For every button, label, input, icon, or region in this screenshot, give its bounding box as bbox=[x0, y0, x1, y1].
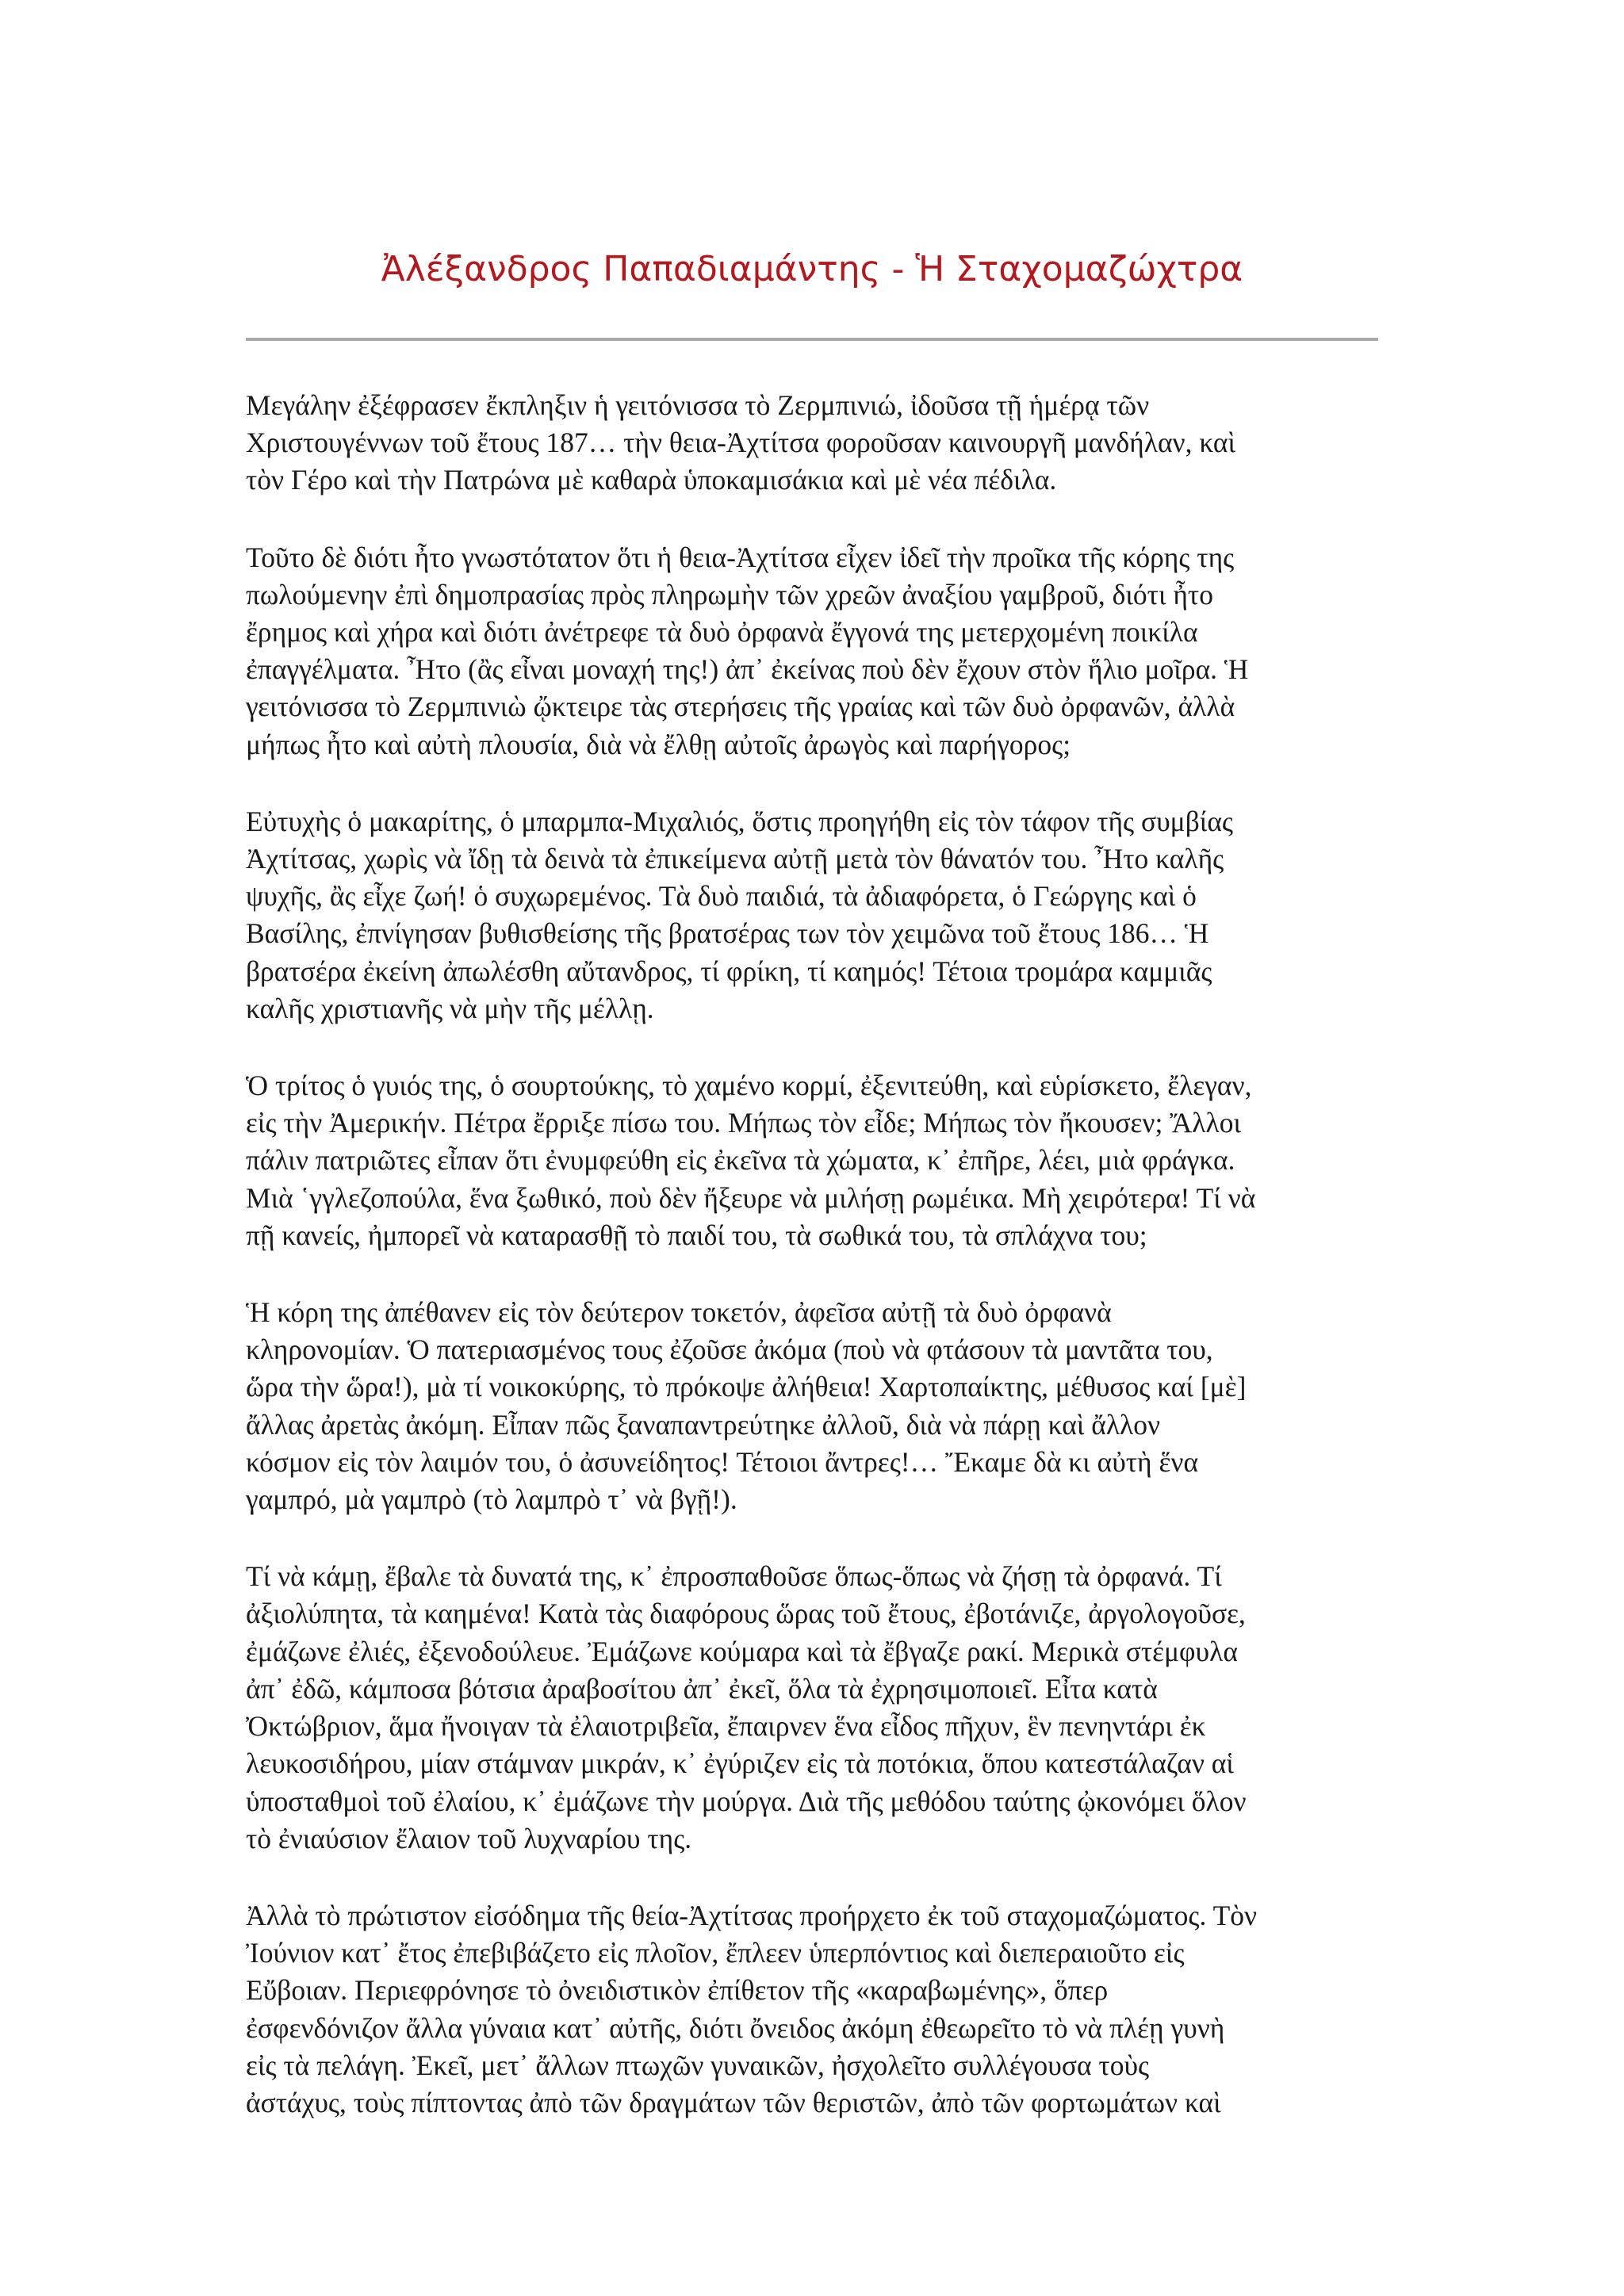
text-line: τὸ ἐνιαύσιον ἔλαιον τοῦ λυχναρίου της. bbox=[246, 1822, 692, 1854]
text-line: Ἀχτίτσας, χωρὶς νὰ ἴδῃ τὰ δεινὰ τὰ ἐπικείμενα αὐτῇ μετὰ τὸν θάνατόν του. Ἦτο καλῆς bbox=[246, 843, 1224, 875]
text-line: μήπως ἦτο καὶ αὐτὴ πλουσία, διὰ νὰ ἔλθῃ αὐτοῖς ἀρωγὸς καὶ παρήγορος; bbox=[246, 728, 1071, 760]
body-paragraph bbox=[246, 539, 1378, 763]
text-line: Τοῦτο δὲ διότι ἦτο γνωστότατον ὅτι ἡ θεια-Ἀχτίτσα εἶχεν ἰδεῖ τὴν προῖκα τῆς κόρης της bbox=[246, 541, 1235, 573]
body-paragraph bbox=[246, 1067, 1378, 1254]
text-line: Χριστουγέννων τοῦ ἔτους 187… τὴν θεια-Ἀχτίτσα φοροῦσαν καινουργῆ μανδήλαν, καὶ bbox=[246, 427, 1236, 459]
text-line: καλῆς χριστιανῆς νὰ μὴν τῆς μέλλῃ. bbox=[246, 992, 654, 1024]
body-paragraph bbox=[246, 1294, 1378, 1518]
body-paragraph bbox=[246, 1558, 1378, 1858]
text-line: πῇ κανείς, ἠμπορεῖ νὰ καταρασθῇ τὸ παιδί του, τὰ σωθικά του, τὰ σπλάχνα του; bbox=[246, 1219, 1147, 1251]
text-line: Βασίλης, ἐπνίγησαν βυθισθείσης τῆς βρατσέρας των τὸν χειμῶνα τοῦ ἔτους 186… Ἡ bbox=[246, 917, 1209, 950]
text-line: ἐπαγγέλματα. Ἦτο (ἂς εἶναι μοναχή της!) ἀπ᾽ ἐκείνας ποὺ δὲν ἔχουν στὸν ἥλιο μοῖρα. Ἡ bbox=[246, 653, 1249, 686]
text-line: ἀξιολύπητα, τὰ καημένα! Κατὰ τὰς διαφόρους ὥρας τοῦ ἔτους, ἐβοτάνιζε, ἀργολογοῦσε, bbox=[246, 1598, 1246, 1630]
text-line: ἄλλας ἀρετὰς ἀκόμη. Εἶπαν πῶς ξαναπαντρεύτηκε ἀλλοῦ, διὰ νὰ πάρῃ καὶ ἄλλον bbox=[246, 1408, 1161, 1441]
text-line: ἀστάχυς, τοὺς πίπτοντας ἀπὸ τῶν δραγμάτων τῶν θεριστῶν, ἀπὸ τῶν φορτωμάτων καὶ bbox=[246, 2086, 1221, 2118]
text-line: Τί νὰ κάμῃ, ἔβαλε τὰ δυνατά της, κ᾽ ἐπροσπαθοῦσε ὅπως-ὅπως νὰ ζήσῃ τὰ ὀρφανά. Τί bbox=[246, 1560, 1222, 1593]
text-line: λευκοσιδήρου, μίαν στάμναν μικράν, κ᾽ ἐγύριζεν εἰς τὰ ποτόκια, ὅπου κατεστάλαζαν αἱ bbox=[246, 1747, 1234, 1780]
text-line: Ὀκτώβριον, ἅμα ἤνοιγαν τὰ ἐλαιοτριβεῖα, ἔπαιρνεν ἕνα εἶδος πῆχυν, ἓν πενηντάρι ἐκ bbox=[246, 1710, 1206, 1743]
text-line: ὑποσταθμοὶ τοῦ ἐλαίου, κ᾽ ἐμάζωνε τὴν μούργα. Διὰ τῆς μεθόδου ταύτης ᾠκονόμει ὅλον bbox=[246, 1785, 1247, 1817]
text-line: ἔρημος καὶ χήρα καὶ διότι ἀνέτρεφε τὰ δυὸ ὀρφανὰ ἔγγονά της μετερχομένη ποικίλα bbox=[246, 616, 1198, 649]
title-divider bbox=[246, 338, 1378, 341]
body-paragraph bbox=[246, 1897, 1378, 2122]
text-line: τὸν Γέρο καὶ τὴν Πατρώνα μὲ καθαρὰ ὑποκαμισάκια καὶ μὲ νέα πέδιλα. bbox=[246, 464, 1057, 496]
text-line: πάλιν πατριῶτες εἶπαν ὅτι ἐνυμφεύθη εἰς ἐκεῖνα τὰ χώματα, κ᾽ ἐπῆρε, λέει, μιὰ φράγκα. bbox=[246, 1144, 1235, 1177]
text-line: Εὔβοιαν. Περιεφρόνησε τὸ ὀνειδιστικὸν ἐπίθετον τῆς «καραβωμένης», ὅπερ bbox=[246, 1974, 1109, 2007]
document-body bbox=[246, 387, 1378, 2161]
document-title: Ἀλέξανδρος Παπαδιαμάντης - Ἡ Σταχομαζώχτρα bbox=[381, 249, 1243, 289]
text-line: ἐσφενδόνιζον ἄλλα γύναια κατ᾽ αὐτῆς, διότι ὄνειδος ἀκόμη ἐθεωρεῖτο τὸ νὰ πλέῃ γυνὴ bbox=[246, 2011, 1225, 2044]
text-line: Εὐτυχὴς ὁ μακαρίτης, ὁ μπαρμπα-Μιχαλιός, ὅστις προηγήθη εἰς τὸν τάφον τῆς συμβίας bbox=[246, 805, 1233, 837]
text-line: γαμπρό, μὰ γαμπρὸ (τὸ λαμπρὸ τ᾽ νὰ βγῇ!). bbox=[246, 1483, 737, 1516]
text-line: Ἡ κόρη της ἀπέθανεν εἰς τὸν δεύτερον τοκετόν, ἀφεῖσα αὐτῇ τὰ δυὸ ὀρφανὰ bbox=[246, 1296, 1112, 1329]
text-line: γειτόνισσα τὸ Ζερμπινιὼ ᾤκτειρε τὰς στερήσεις τῆς γραίας καὶ τῶν δυὸ ὀρφανῶν, ἀλλὰ bbox=[246, 691, 1235, 723]
text-line: κληρονομίαν. Ὁ πατεριασμένος τους ἐζοῦσε ἀκόμα (ποὺ νὰ φτάσουν τὰ μαντᾶτα του, bbox=[246, 1334, 1213, 1366]
text-line: κόσμον εἰς τὸν λαιμόν του, ὁ ἀσυνείδητος! Τέτοιοι ἄντρες!… Ἔκαμε δὰ κι αὐτὴ ἕνα bbox=[246, 1445, 1199, 1478]
text-line: Ἰούνιον κατ᾽ ἔτος ἐπεβιβάζετο εἰς πλοῖον, ἔπλεεν ὑπερπόντιος καὶ διεπεραιοῦτο εἰς bbox=[246, 1937, 1185, 1969]
text-line: ἀπ᾽ ἐδῶ, κάμποσα βότσια ἀραβοσίτου ἀπ᾽ ἐκεῖ, ὅλα τὰ ἐχρησιμοποιεῖ. Εἶτα κατὰ bbox=[246, 1672, 1158, 1705]
text-line: πωλούμενην ἐπὶ δημοπρασίας πρὸς πληρωμὴν τῶν χρεῶν ἀναξίου γαμβροῦ, διότι ἦτο bbox=[246, 578, 1213, 610]
text-line: ψυχῆς, ἂς εἶχε ζωή! ὁ συχωρεμένος. Τὰ δυὸ παιδιά, τὰ ἀδιαφόρετα, ὁ Γεώργης καὶ ὁ bbox=[246, 880, 1197, 913]
body-paragraph bbox=[246, 387, 1378, 499]
text-line: ἐμάζωνε ἐλιές, ἐξενοδούλευε. Ἐμάζωνε κούμαρα καὶ τὰ ἔβγαζε ρακί. Μερικὰ στέμφυλα bbox=[246, 1635, 1238, 1667]
text-line: Ἀλλὰ τὸ πρώτιστον εἰσόδημα τῆς θεία-Ἀχτίτσας προήρχετο ἐκ τοῦ σταχομαζώματος. Τὸν bbox=[246, 1899, 1258, 1931]
text-line: ὥρα τὴν ὥρα!), μὰ τί νοικοκύρης, τὸ πρόκοψε ἀλήθεια! Χαρτοπαίκτης, μέθυσος καί [μὲ] bbox=[246, 1371, 1247, 1403]
text-line: Ὁ τρίτος ὁ γυιός της, ὁ σουρτούκης, τὸ χαμένο κορμί, ἐξενιτεύθη, καὶ εὑρίσκετο, ἔλεγαν, bbox=[246, 1070, 1252, 1102]
body-paragraph bbox=[246, 803, 1378, 1027]
text-line: εἰς τὴν Ἀμερικήν. Πέτρα ἔρριξε πίσω του. Μήπως τὸν εἶδε; Μήπως τὸν ἤκουσεν; Ἄλλοι bbox=[246, 1107, 1241, 1139]
text-line: Μιὰ ῾γγλεζοπούλα, ἕνα ξωθικό, ποὺ δὲν ἤξευρε νὰ μιλήσῃ ρωμέικα. Μὴ χειρότερα! Τί νὰ bbox=[246, 1181, 1256, 1214]
text-line: βρατσέρα ἐκείνη ἀπωλέσθη αὔτανδρος, τί φρίκη, τί καημός! Τέτοια τρομάρα καμμιᾶς bbox=[246, 955, 1212, 987]
text-line: εἰς τὰ πελάγη. Ἐκεῖ, μετ᾽ ἄλλων πτωχῶν γυναικῶν, ἠσχολεῖτο συλλέγουσα τοὺς bbox=[246, 2049, 1150, 2081]
text-line: Μεγάλην ἐξέφρασεν ἔκπληξιν ἡ γειτόνισσα τὸ Ζερμπινιώ, ἰδοῦσα τῇ ἡμέρᾳ τῶν bbox=[246, 389, 1150, 421]
